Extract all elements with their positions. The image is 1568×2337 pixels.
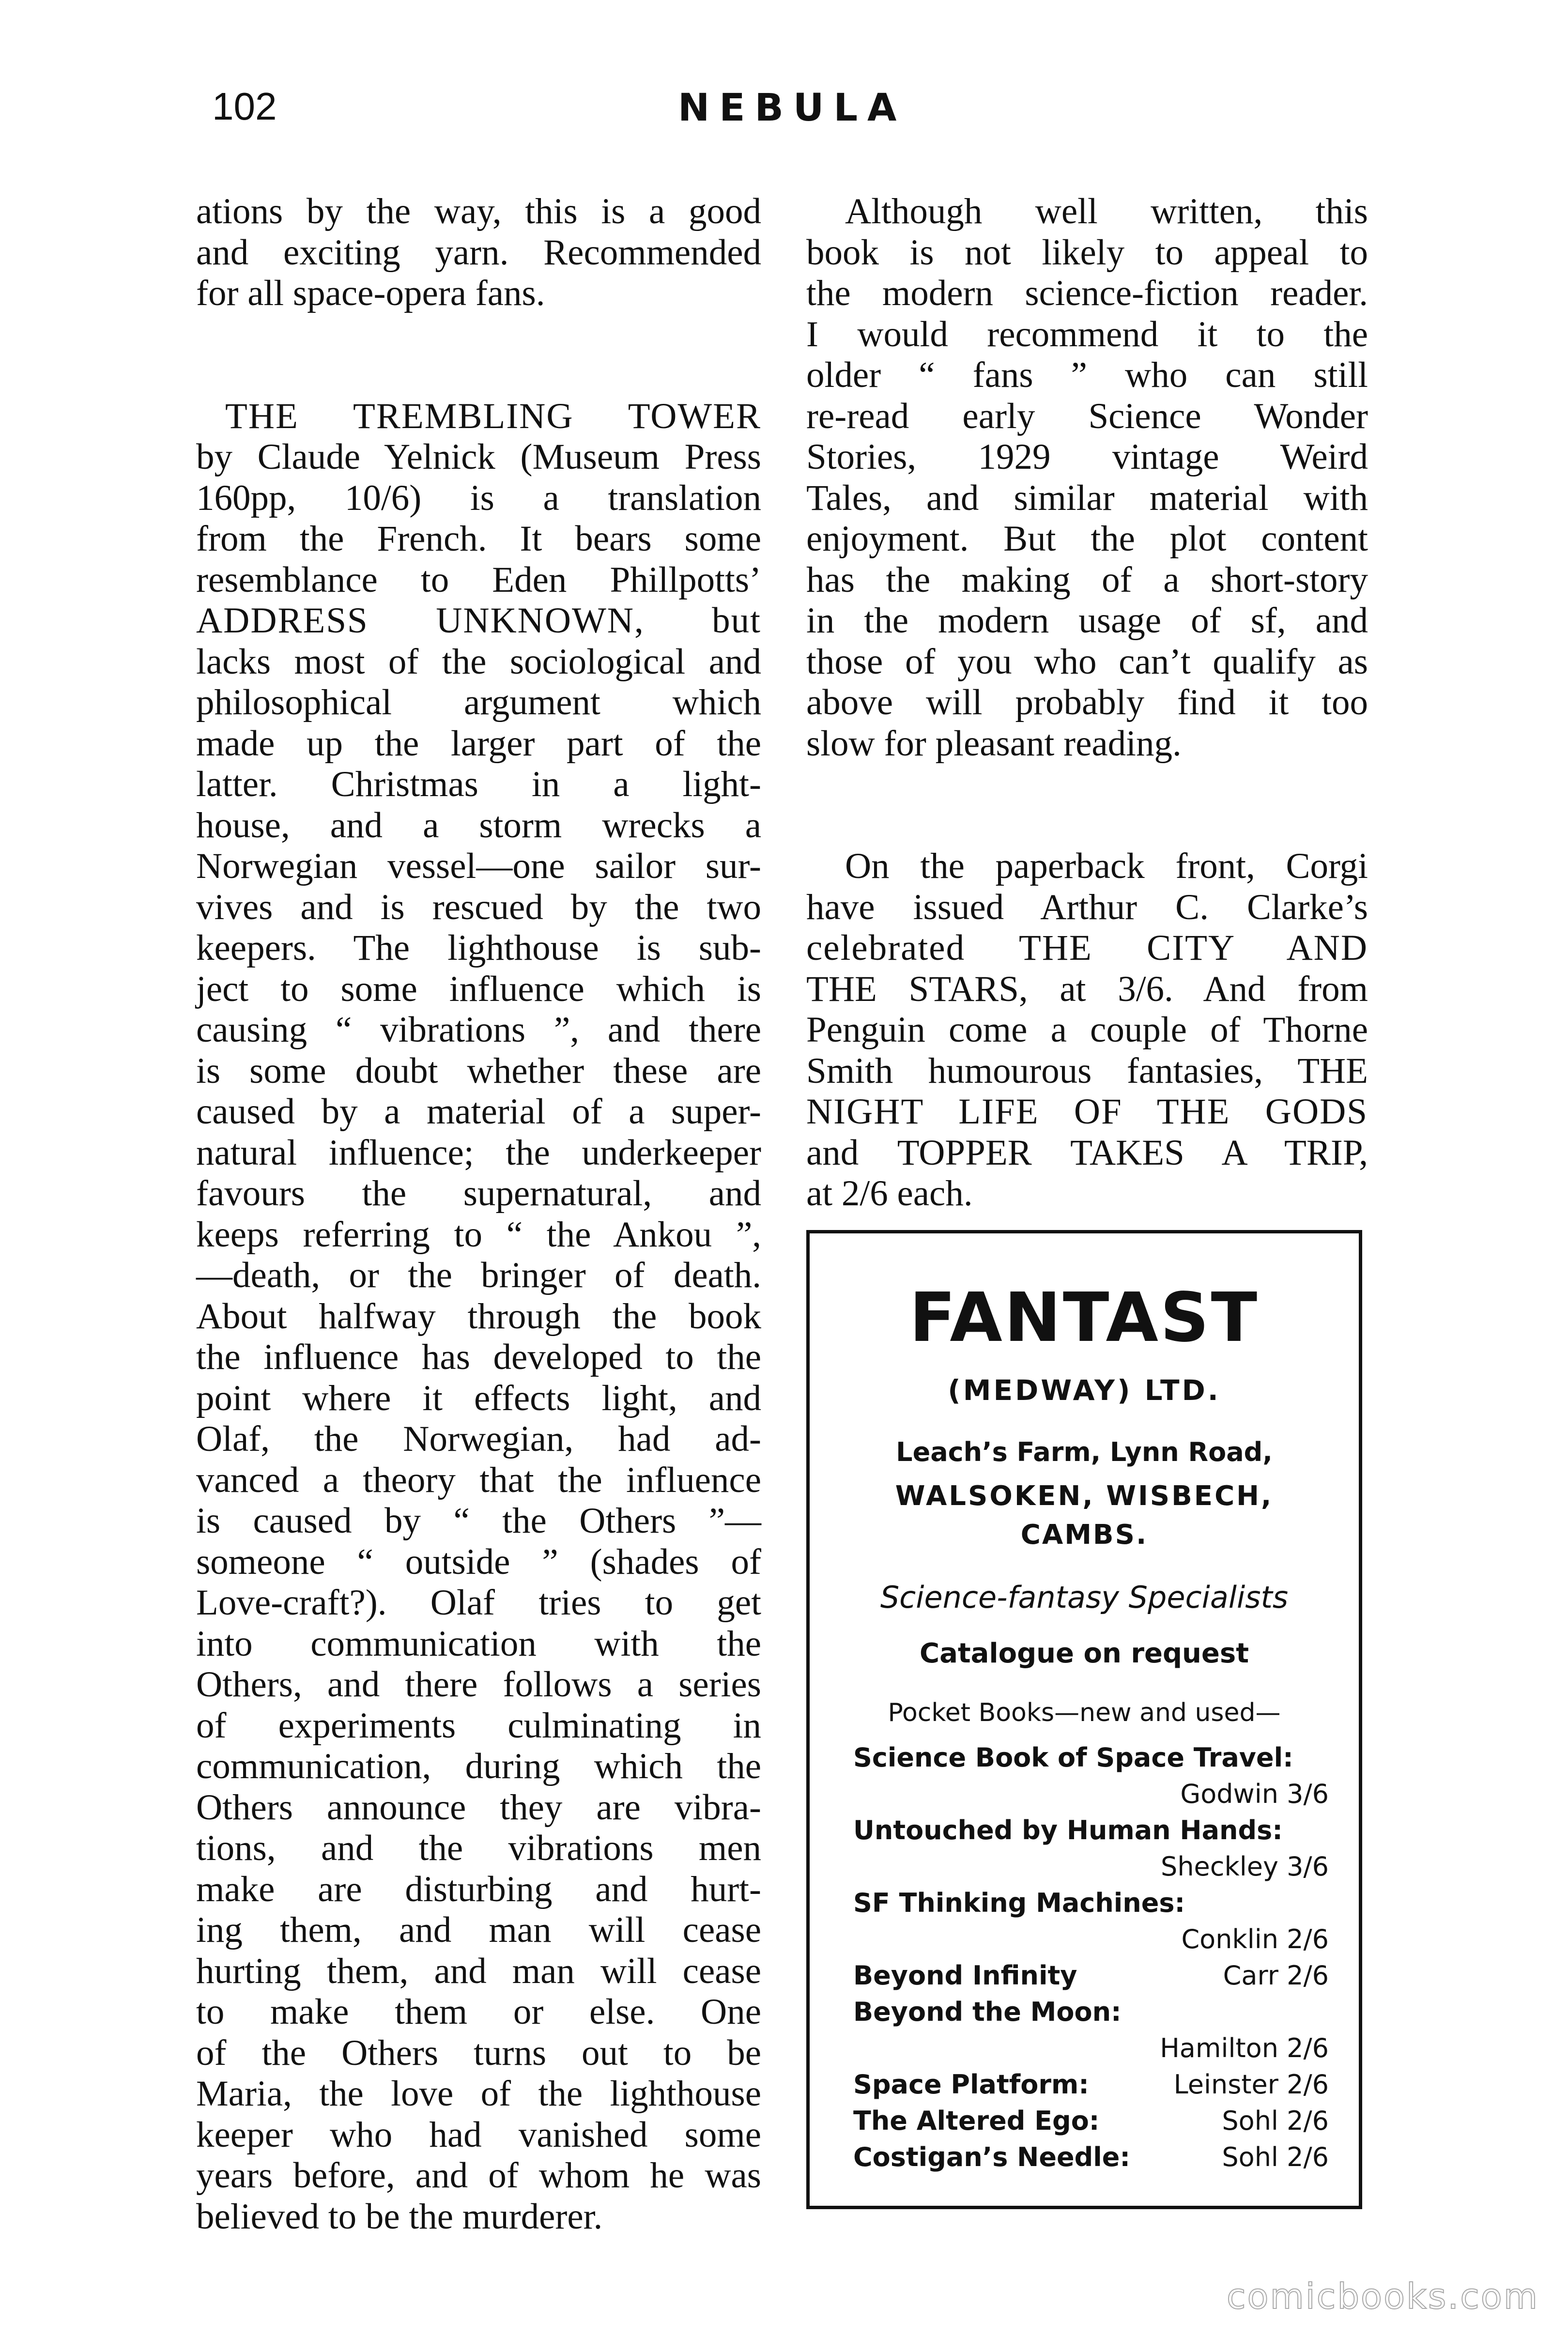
text-line: of experiments culminating in (196, 1705, 761, 1746)
ad-book-row (853, 1848, 1329, 1885)
left-column (196, 191, 761, 2237)
text-line: of the Others turns out to be (196, 2032, 761, 2073)
text-line: the modern science-fiction reader. (806, 273, 1368, 313)
text-line: philosophical argument which (196, 682, 761, 723)
text-line: ations by the way, this is a good (196, 191, 761, 231)
text-line: make are disturbing and hurt- (196, 1869, 761, 1909)
ad-book-price: Sohl 2/6 (1222, 2106, 1329, 2136)
text-line: —death, or the bringer of death. (196, 1255, 761, 1295)
text-line: ject to some influence which is (196, 969, 761, 1009)
text-line: re-read early Science Wonder (806, 396, 1368, 436)
text-line: those of you who can’t qualify as (806, 641, 1368, 682)
ad-book-title: Beyond Infinity (853, 1960, 1077, 1991)
text-line: Maria, the love of the lighthouse (196, 2074, 761, 2114)
ad-book-title: SF Thinking Machines: (853, 1888, 1185, 1918)
ad-book-price: Godwin 3/6 (1180, 1779, 1329, 1809)
text-line: NIGHT LIFE OF THE GODS (806, 1092, 1368, 1132)
text-line: causing “ vibrations ”, and there (196, 1010, 761, 1050)
ad-catalogue-note: Catalogue on request (919, 1638, 1249, 1669)
text-line: Norwegian vessel—one sailor sur- (196, 846, 761, 886)
text-line: Penguin come a couple of Thorne (806, 1010, 1368, 1050)
blank-line (806, 805, 1368, 846)
ad-address-line: Leach’s Farm, Lynn Road, (896, 1437, 1273, 1467)
text-line: vives and is rescued by the two (196, 887, 761, 927)
text-line: celebrated THE CITY AND (806, 928, 1368, 968)
text-line: Although well written, this (845, 191, 1368, 231)
text-line: believed to be the murderer. (196, 2196, 603, 2237)
text-line: at 2/6 each. (806, 1173, 973, 1214)
ad-book-row (853, 1885, 1329, 1921)
ad-book-title: The Altered Ego: (853, 2106, 1100, 2136)
ad-company-name: FANTAST (909, 1278, 1260, 1357)
text-line: Stories, 1929 vintage Weird (806, 437, 1368, 477)
blank-line (196, 355, 761, 396)
text-line: lacks most of the sociological and (196, 641, 761, 682)
text-line: older “ fans ” who can still (806, 355, 1368, 395)
text-line: About halfway through the book (196, 1296, 761, 1337)
text-line: and exciting yarn. Recommended (196, 232, 761, 273)
text-line: by Claude Yelnick (Museum Press (196, 437, 761, 477)
ad-company-suffix: (MEDWAY) LTD. (948, 1374, 1221, 1407)
ad-book-title: Beyond the Moon: (853, 1997, 1122, 2027)
ad-book-row (853, 1994, 1329, 2030)
text-line: resemblance to Eden Phillpotts’ (196, 559, 761, 600)
ad-book-row (853, 2103, 1329, 2139)
text-line: Love-craft?). Olaf tries to get (196, 1583, 761, 1623)
text-line: have issued Arthur C. Clarke’s (806, 887, 1368, 927)
text-line: communication, during which the (196, 1746, 761, 1786)
text-line: for all space-opera fans. (196, 273, 545, 313)
text-line: ADDRESS UNKNOWN, but (196, 600, 761, 641)
text-line: and TOPPER TAKES A TRIP, (806, 1132, 1368, 1173)
blank-line (806, 764, 1368, 805)
ad-book-title: Untouched by Human Hands: (853, 1815, 1283, 1845)
text-line: to make them or else. One (196, 1992, 761, 2032)
text-line: Others, and there follows a series (196, 1664, 761, 1705)
watermark: comicbooks.com (1226, 2276, 1539, 2317)
ad-book-title: Costigan’s Needle: (853, 2142, 1131, 2172)
ad-book-price: Conklin 2/6 (1181, 1924, 1329, 1954)
text-line: natural influence; the underkeeper (196, 1132, 761, 1173)
text-line: book is not likely to appeal to (806, 232, 1368, 273)
ad-book-row (853, 1957, 1329, 1994)
ad-book-row (853, 2030, 1329, 2066)
text-line: years before, and of whom he was (196, 2155, 761, 2196)
text-line: keeper who had vanished some (196, 2114, 761, 2155)
text-line: latter. Christmas in a light- (196, 764, 761, 804)
ad-book-row (853, 1776, 1329, 1812)
text-line: THE TREMBLING TOWER (225, 396, 761, 436)
text-line: hurting them, and man will cease (196, 1951, 761, 1991)
right-column (806, 191, 1368, 1215)
text-line: vanced a theory that the influence (196, 1460, 761, 1500)
fantast-advertisement (806, 1230, 1362, 2209)
text-line: from the French. It bears some (196, 519, 761, 559)
text-line: made up the larger part of the (196, 723, 761, 764)
text-line: Olaf, the Norwegian, had ad- (196, 1419, 761, 1459)
ad-book-price: Sohl 2/6 (1222, 2142, 1329, 2172)
text-line: On the paperback front, Corgi (845, 846, 1368, 886)
ad-address-line: CAMBS. (1020, 1519, 1148, 1551)
text-line: is caused by “ the Others ”— (196, 1501, 761, 1541)
ad-book-row (853, 1812, 1329, 1848)
blank-line (196, 314, 761, 355)
text-line: Tales, and similar material with (806, 477, 1368, 518)
ad-book-row (853, 2066, 1329, 2103)
page-number: 102 (212, 85, 277, 128)
ad-book-row (853, 1739, 1329, 1776)
text-line: enjoyment. But the plot content (806, 519, 1368, 559)
running-title: NEBULA (678, 86, 907, 130)
text-line: Others announce they are vibra- (196, 1787, 761, 1828)
text-line: the influence has developed to the (196, 1337, 761, 1377)
ad-book-price: Sheckley 3/6 (1161, 1851, 1329, 1882)
text-line: in the modern usage of sf, and (806, 600, 1368, 641)
text-line: caused by a material of a super- (196, 1092, 761, 1132)
text-line: someone “ outside ” (shades of (196, 1541, 761, 1582)
ad-address-line: WALSOKEN, WISBECH, (895, 1480, 1274, 1512)
text-line: point where it effects light, and (196, 1378, 761, 1418)
text-line: keeps referring to “ the Ankou ”, (196, 1214, 761, 1255)
text-line: ing them, and man will cease (196, 1910, 761, 1950)
ad-book-row (853, 1921, 1329, 1957)
ad-book-row (853, 2139, 1329, 2175)
text-line: is some doubt whether these are (196, 1050, 761, 1091)
text-line: 160pp, 10/6) is a translation (196, 477, 761, 518)
text-line: I would recommend it to the (806, 314, 1368, 354)
ad-book-list (853, 1739, 1329, 2175)
ad-book-title: Space Platform: (853, 2069, 1089, 2100)
text-line: house, and a storm wrecks a (196, 805, 761, 846)
text-line: tions, and the vibrations men (196, 1828, 761, 1868)
text-line: into communication with the (196, 1623, 761, 1664)
ad-book-price: Carr 2/6 (1223, 1960, 1329, 1991)
ad-pocket-books-heading: Pocket Books—new and used— (888, 1698, 1281, 1727)
text-line: slow for pleasant reading. (806, 723, 1182, 764)
ad-book-price: Leinster 2/6 (1173, 2069, 1329, 2100)
ad-book-title: Science Book of Space Travel: (853, 1742, 1293, 1773)
text-line: above will probably find it too (806, 682, 1368, 723)
text-line: keepers. The lighthouse is sub- (196, 928, 761, 968)
ad-book-price: Hamilton 2/6 (1160, 2033, 1329, 2063)
text-line: favours the supernatural, and (196, 1173, 761, 1214)
ad-tagline: Science-fantasy Specialists (880, 1580, 1289, 1615)
text-line: THE STARS, at 3/6. And from (806, 969, 1368, 1009)
text-line: has the making of a short-story (806, 559, 1368, 600)
text-line: Smith humourous fantasies, THE (806, 1050, 1368, 1091)
